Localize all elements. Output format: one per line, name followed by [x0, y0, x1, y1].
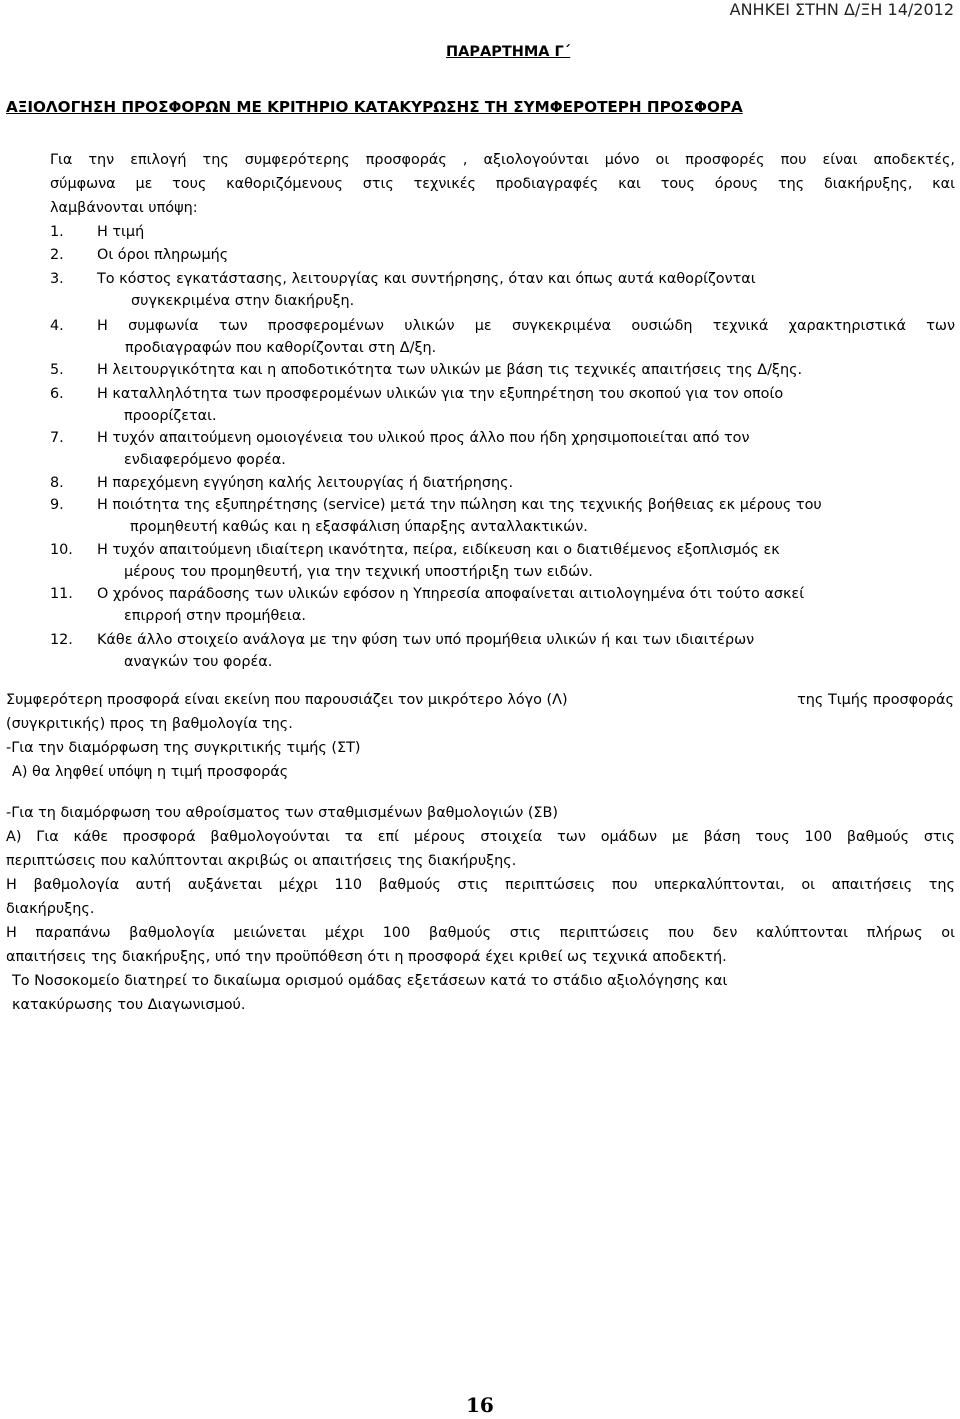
- criterion-number: 7.: [50, 430, 64, 446]
- criterion-text: Η τυχόν απαιτούμενη ιδιαίτερη ικανότητα, πείρα, ειδίκευση και ο διατιθέμενος εξοπλισμός εκ: [97, 542, 780, 558]
- criterion-text: προμηθευτή καθώς και η εξασφάλιση ύπαρξης ανταλλακτικών.: [130, 519, 588, 535]
- criterion-number: 4.: [50, 318, 64, 334]
- criterion-number: 12.: [50, 632, 73, 648]
- criterion-number: 1.: [50, 224, 64, 240]
- scoring-line-8: Το Νοσοκομείο διατηρεί το δικαίωμα ορισμού ομάδας εξετάσεων κατά το στάδιο αξιολόγησης και: [12, 973, 728, 989]
- criterion-text: Η παρεχόμενη εγγύηση καλής λειτουργίας ή διατήρησης.: [97, 475, 514, 491]
- summary-line-1a: Συμφερότερη προσφορά είναι εκείνη που παρουσιάζει τον μικρότερο λόγο (Λ): [6, 692, 568, 708]
- criterion-text: Οι όροι πληρωμής: [97, 247, 229, 263]
- main-title: ΑΞΙΟΛΟΓΗΣΗ ΠΡΟΣΦΟΡΩΝ ΜΕ ΚΡΙΤΗΡΙΟ ΚΑΤΑΚΥΡΩΣΗΣ ΤΗ ΣΥΜΦΕΡΟΤΕΡΗ ΠΡΟΣΦΟΡΑ: [6, 98, 743, 116]
- criterion-number: 2.: [50, 247, 64, 263]
- criterion-number: 5.: [50, 362, 64, 378]
- criterion-text: Η συμφωνία των προσφερομένων υλικών με συγκεκριμένα ουσιώδη τεχνικά χαρακτηριστικά των: [97, 318, 955, 334]
- intro-line-1: Για την επιλογή της συμφερότερης προσφοράς , αξιολογούνται μόνο οι προσφορές που είναι αποδεκτές,: [50, 152, 955, 168]
- criterion-number: 10.: [50, 542, 73, 558]
- criterion-text: προδιαγραφών που καθορίζονται στη Δ/ξη.: [125, 340, 437, 356]
- criterion-number: 6.: [50, 386, 64, 402]
- criterion-text: αναγκών του φορέα.: [124, 654, 273, 670]
- criterion-text: Η τιμή: [97, 224, 145, 240]
- criterion-text: επιρροή στην προμήθεια.: [124, 608, 306, 624]
- criterion-text: Η λειτουργικότητα και η αποδοτικότητα των υλικών με βάση τις τεχνικές απαιτήσεις της Δ/ξης.: [97, 362, 803, 378]
- criterion-text: Η ποιότητα της εξυπηρέτησης (service) μετά την πώληση και της τεχνικής βοήθειας εκ μέρους του: [97, 497, 822, 513]
- criterion-text: μέρους του προμηθευτή, για την τεχνική υποστήριξη των ειδών.: [124, 564, 593, 580]
- criterion-text: συγκεκριμένα στην διακήρυξη.: [131, 293, 355, 309]
- criterion-number: 3.: [50, 271, 64, 287]
- intro-line-2: σύμφωνα με τους καθοριζόμενους στις τεχνικές προδιαγραφές και τους όρους της διακήρυξης, και: [50, 176, 955, 192]
- summary-line-1b: της Τιμής προσφοράς: [797, 692, 954, 708]
- scoring-line-2: Α) Για κάθε προσφορά βαθμολογούνται τα επί μέρους στοιχεία των ομάδων με βάση τους 100 βαθμούς στις: [6, 829, 955, 845]
- scoring-line-6: Η παραπάνω βαθμολογία μειώνεται μέχρι 100 βαθμούς στις περιπτώσεις που δεν καλύπτονται πλήρως οι: [6, 925, 955, 941]
- criterion-number: 8.: [50, 475, 64, 491]
- criterion-text: Ο χρόνος παράδοσης των υλικών εφόσον η Υπηρεσία αποφαίνεται αιτιολογημένα ότι τούτο ασκεί: [97, 586, 805, 602]
- summary-line-3: -Για την διαμόρφωση της συγκριτικής τιμής (ΣΤ): [6, 740, 361, 756]
- criterion-text: προορίζεται.: [124, 408, 217, 424]
- criterion-number: 9.: [50, 497, 64, 513]
- scoring-line-3: περιπτώσεις που καλύπτονται ακριβώς οι απαιτήσεις της διακήρυξης.: [6, 853, 517, 869]
- criterion-text: Το κόστος εγκατάστασης, λειτουργίας και συντήρησης, όταν και όπως αυτά καθορίζονται: [97, 271, 756, 287]
- summary-line-2: (συγκριτικής) προς τη βαθμολογία της.: [6, 716, 293, 732]
- scoring-line-1: -Για τη διαμόρφωση του αθροίσματος των σταθμισμένων βαθμολογιών (ΣΒ): [6, 805, 559, 821]
- page-number: 16: [466, 1393, 494, 1417]
- annex-title: ΠΑΡΑΡΤΗΜΑ Γ΄: [446, 44, 571, 60]
- criterion-text: Η καταλληλότητα των προσφερομένων υλικών για την εξυπηρέτηση του σκοπού για τον οποίο: [97, 386, 784, 402]
- summary-line-4: Α) θα ληφθεί υπόψη η τιμή προσφοράς: [12, 764, 289, 780]
- scoring-line-7: απαιτήσεις της διακήρυξης, υπό την προϋπόθεση ότι η προσφορά έχει κριθεί ως τεχνικά αποδεκτή.: [6, 949, 727, 965]
- criterion-text: ενδιαφερόμενο φορέα.: [124, 452, 286, 468]
- criterion-text: Η τυχόν απαιτούμενη ομοιογένεια του υλικού προς άλλο που ήδη χρησιμοποιείται από τον: [97, 430, 750, 446]
- scoring-line-4: Η βαθμολογία αυτή αυξάνεται μέχρι 110 βαθμούς στις περιπτώσεις που υπερκαλύπτονται, οι απαιτήσεις της: [6, 877, 955, 893]
- scoring-line-5: διακήρυξης.: [6, 901, 95, 917]
- header-reference: ΑΝΗΚΕΙ ΣΤΗΝ Δ/ΞΗ 14/2012: [729, 0, 954, 19]
- criterion-text: Κάθε άλλο στοιχείο ανάλογα με την φύση των υπό προμήθεια υλικών ή και των ιδιαιτέρων: [97, 632, 755, 648]
- criterion-number: 11.: [50, 586, 73, 602]
- intro-line-3: λαμβάνονται υπόψη:: [50, 200, 198, 216]
- scoring-line-9: κατακύρωσης του Διαγωνισμού.: [12, 997, 246, 1013]
